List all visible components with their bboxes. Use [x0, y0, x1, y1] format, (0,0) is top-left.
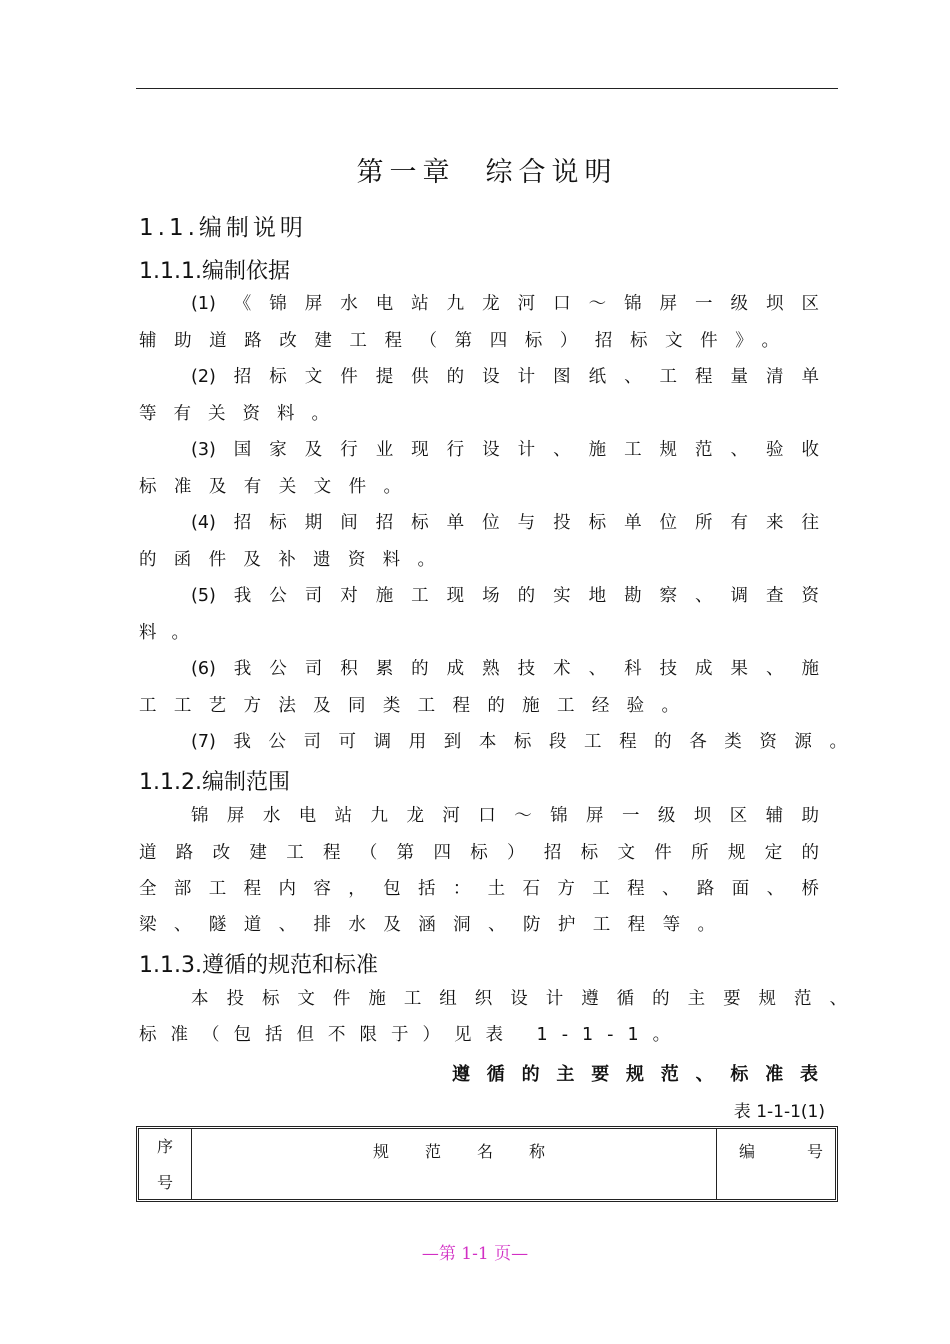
header-rule — [136, 88, 838, 89]
subsection-title-basis: 1.1.1.编制依据 — [139, 259, 290, 284]
basis-line-3: (2)招标文件提供的设计图纸、工程量清单 — [191, 367, 819, 387]
basis-line-1: (1)《锦屏水电站九龙河口～锦屏一级坝区 — [191, 294, 819, 314]
chapter-title — [136, 150, 838, 189]
subsection-title-standards: 1.1.3.遵循的规范和标准 — [139, 953, 378, 978]
scope-line-3: 全部工程内容，包括：土石方工程、路面、桥 — [139, 879, 819, 899]
header-serial-line1: 序 — [156, 1137, 173, 1156]
header-standard-name — [191, 1129, 717, 1199]
basis-line-8: 的函件及补遗资料。 — [139, 550, 435, 570]
subsection-title-scope: 1.1.2.编制范围 — [139, 770, 290, 795]
standards-table — [136, 1126, 838, 1202]
section-title: 1.1.编制说明 — [139, 215, 307, 241]
basis-line-9: (5)我公司对施工现场的实地勘察、调查资 — [191, 586, 819, 606]
chapter-number: 第一章 — [356, 157, 456, 188]
header-standard-name-text: 规范名称 — [373, 1142, 545, 1161]
basis-line-2: 辅助道路改建工程（第四标）招标文件》。 — [139, 331, 779, 351]
basis-line-6: 标准及有关文件。 — [139, 477, 401, 497]
basis-line-10: 料。 — [139, 623, 189, 643]
scope-line-4: 梁、隧道、排水及涵洞、防护工程等。 — [139, 915, 715, 935]
scope-line-1: 锦屏水电站九龙河口～锦屏一级坝区辅助 — [191, 806, 819, 826]
basis-line-7: (4)招标期间招标单位与投标单位所有来往 — [191, 513, 819, 533]
table-title: 遵循的主要规范、标准表 — [452, 1064, 820, 1085]
basis-line-12: 工工艺方法及同类工程的施工经验。 — [139, 696, 679, 716]
header-code-text: 编号 — [739, 1142, 823, 1161]
standards-line-1: 本投标文件施工组织设计遵循的主要规范、 — [191, 989, 847, 1009]
basis-line-13: (7)我公司可调用到本标段工程的各类资源。 — [191, 732, 847, 752]
scope-line-2: 道路改建工程（第四标）招标文件所规定的 — [139, 843, 819, 863]
header-serial-number — [139, 1129, 192, 1199]
chapter-name: 综合说明 — [485, 157, 618, 188]
header-code — [717, 1129, 835, 1199]
header-serial-line2: 号 — [156, 1173, 173, 1192]
standards-line-2: 标准（包括但不限于）见表 1-1-1。 — [139, 1025, 685, 1045]
basis-line-4: 等有关资料。 — [139, 404, 329, 424]
page-footer: —第 1-1 页— — [421, 1244, 529, 1264]
basis-line-11: (6)我公司积累的成熟技术、科技成果、施 — [191, 659, 819, 679]
basis-line-5: (3)国家及行业现行设计、施工规范、验收 — [191, 440, 819, 460]
table-number: 表 1-1-1(1) — [733, 1102, 825, 1122]
